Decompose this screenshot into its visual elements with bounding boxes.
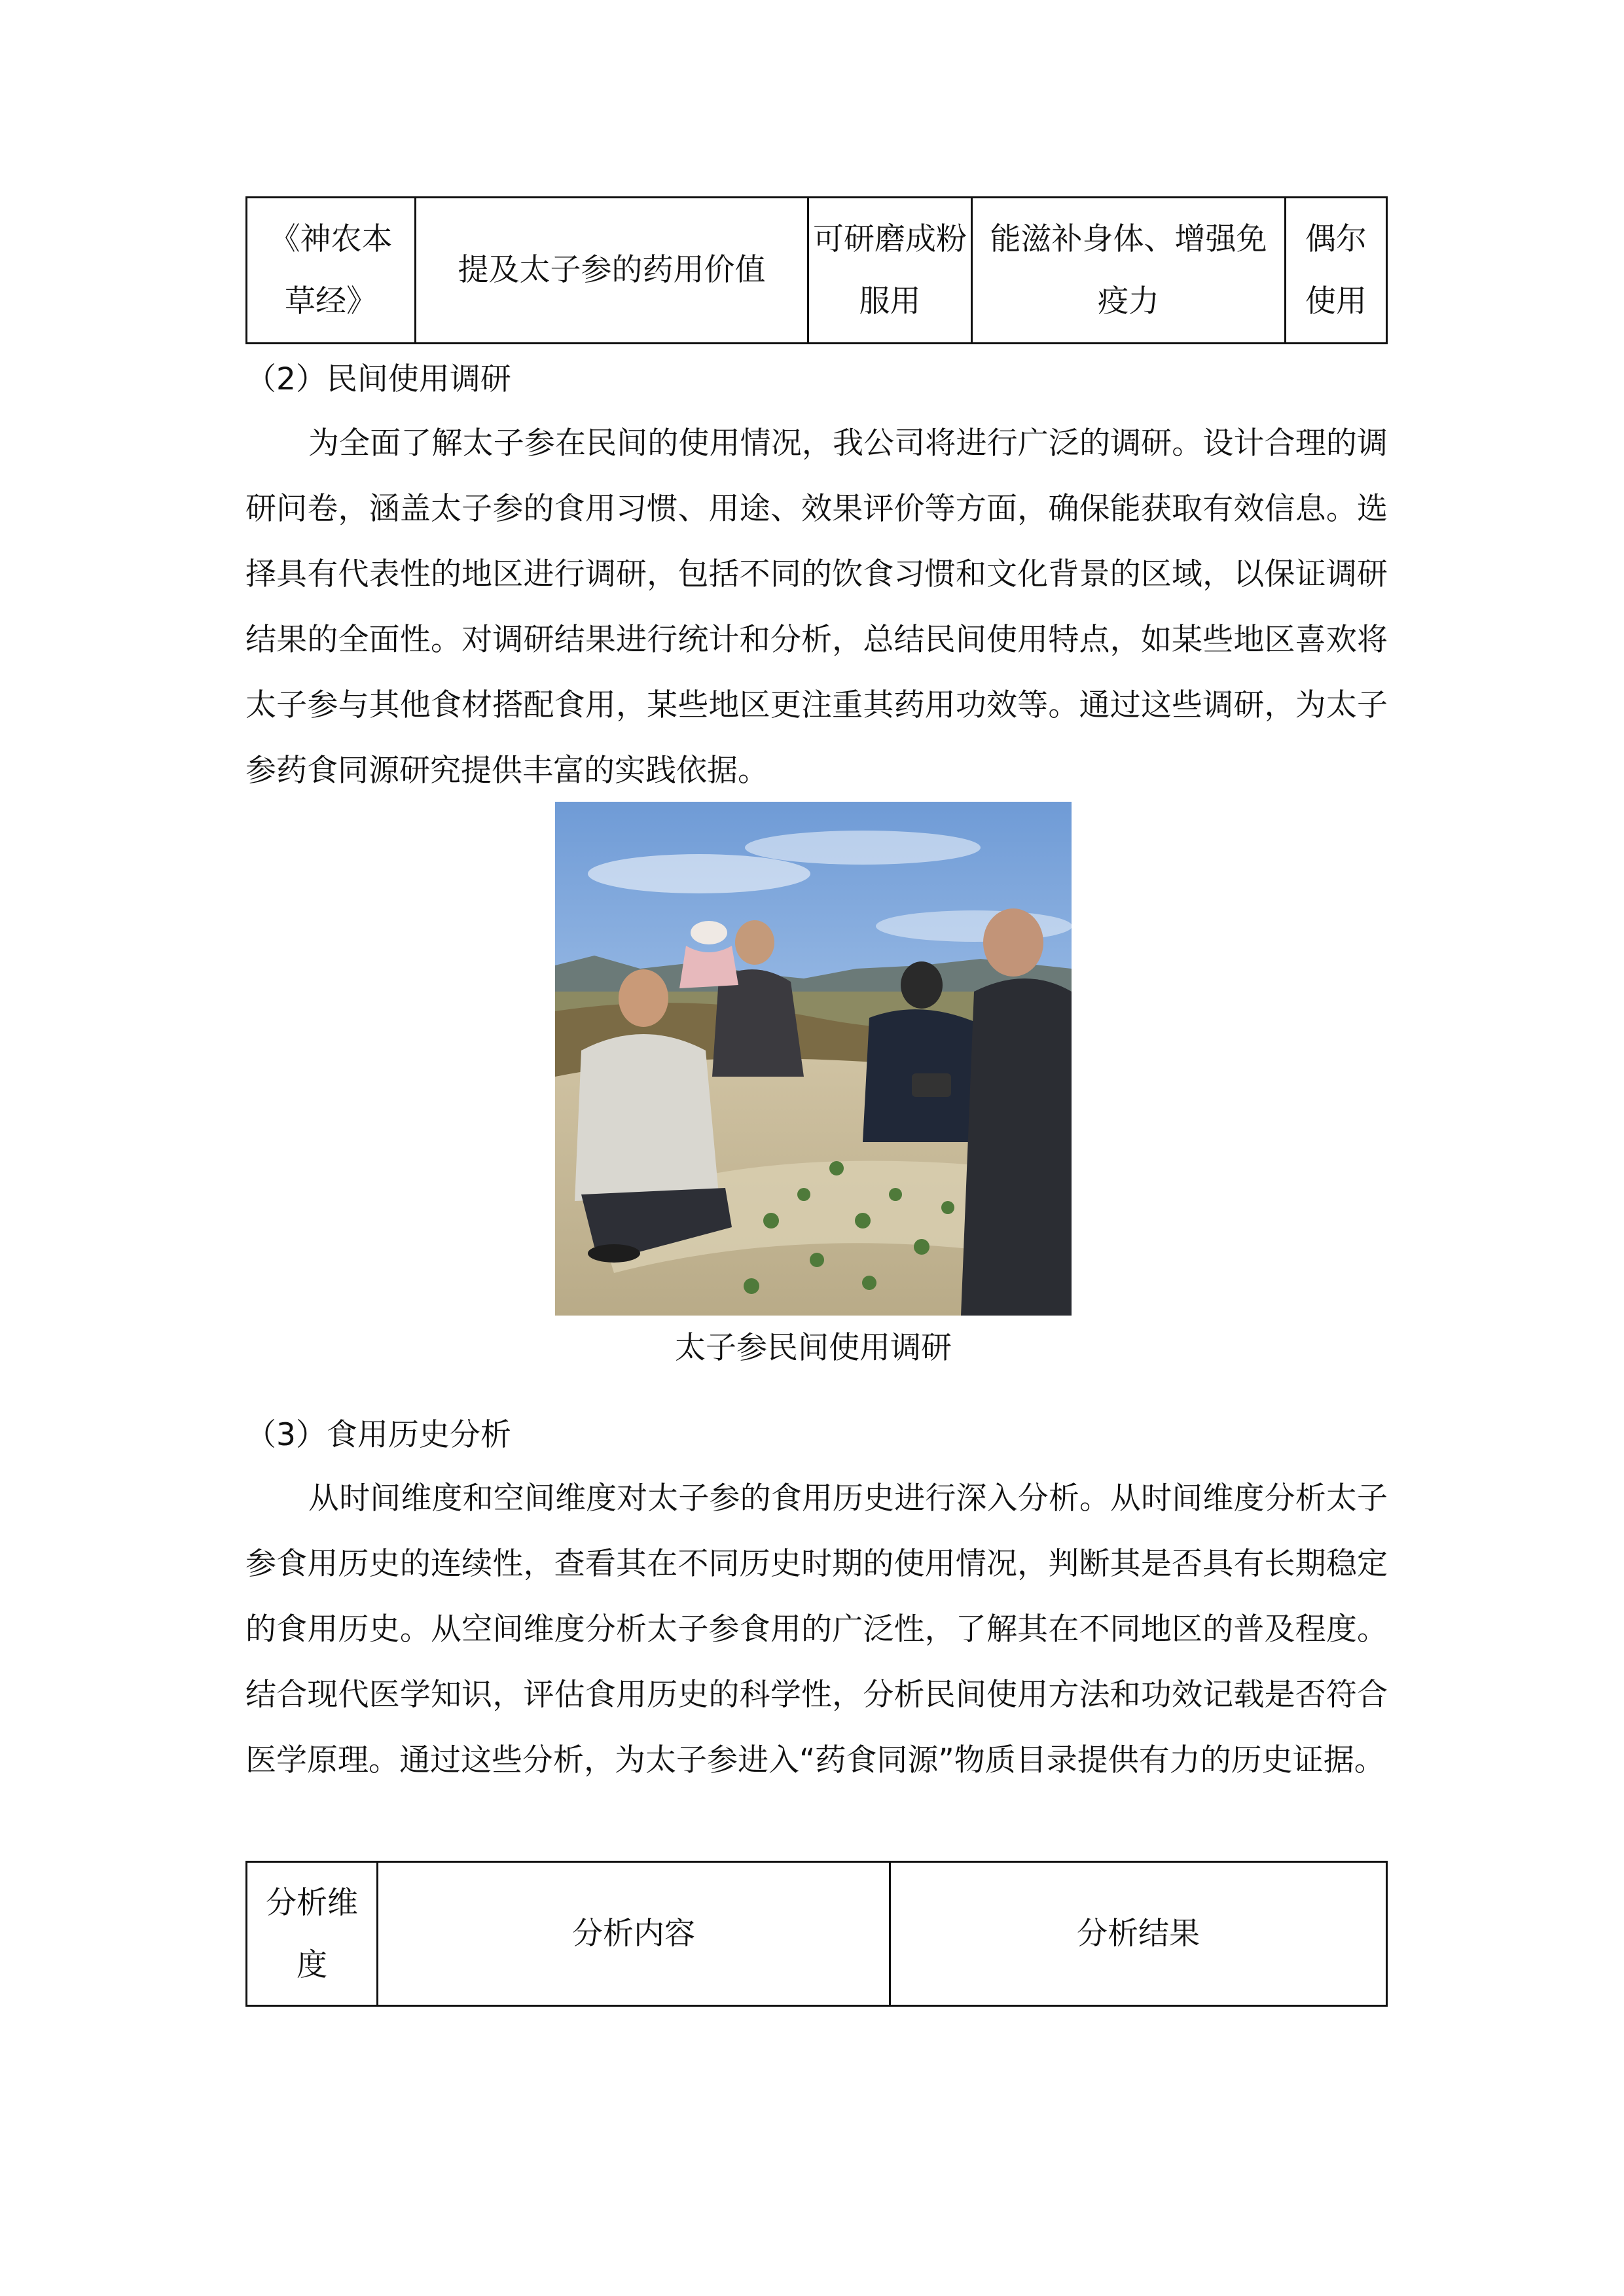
table-cell-frequency: 偶尔使用 xyxy=(1305,221,1367,319)
paragraph-folk-survey: 为全面了解太子参在民间的使用情况，我公司将进行广泛的调研。设计合理的调研问卷，涵盖太子参的食用习惯、用途、效果评价等方面，确保能获取有效信息。选择具有代表性的地区进行调研，包括不同的饮食习惯和文化背景的区域，以保证调研结果的全面性。对调研结果进行统计和分析，总结民间使用特点，如某些地区喜欢将太子参与其他食材搭配食用，某些地区更注重其药用功效等。通过这些调研，为太子参药食同源研究提供丰富的实践依据。 xyxy=(245,425,1388,789)
table-header-dimension: 分析维度 xyxy=(266,1884,358,1983)
table-cell-method: 可研磨成粉服用 xyxy=(813,221,967,319)
survey-photo xyxy=(555,802,1072,1316)
table-cell-source: 《神农本草经》 xyxy=(269,221,393,319)
section-heading-folk-survey: （2）民间使用调研 xyxy=(245,361,511,397)
table-cell-record: 提及太子参的药用价值 xyxy=(458,252,766,288)
photo-caption: 太子参民间使用调研 xyxy=(675,1330,952,1366)
paragraph-history: 从时间维度和空间维度对太子参的食用历史进行深入分析。从时间维度分析太子参食用历史的连续性，查看其在不同历史时期的使用情况，判断其是否具有长期稳定的食用历史。从空间维度分析太子参食用的广泛性，了解其在不同地区的普及程度。结合现代医学知识，评估食用历史的科学性，分析民间使用方法和功效记载是否符合医学原理。通过这些分析，为太子参进入“药食同源”物质目录提供有力的历史证据。 xyxy=(245,1480,1388,1778)
table-cell-effect: 能滋补身体、增强免疫力 xyxy=(990,221,1267,319)
table-header-result: 分析结果 xyxy=(1077,1916,1200,1952)
table-header-content: 分析内容 xyxy=(572,1916,695,1952)
section-heading-history: （3）食用历史分析 xyxy=(245,1417,511,1453)
